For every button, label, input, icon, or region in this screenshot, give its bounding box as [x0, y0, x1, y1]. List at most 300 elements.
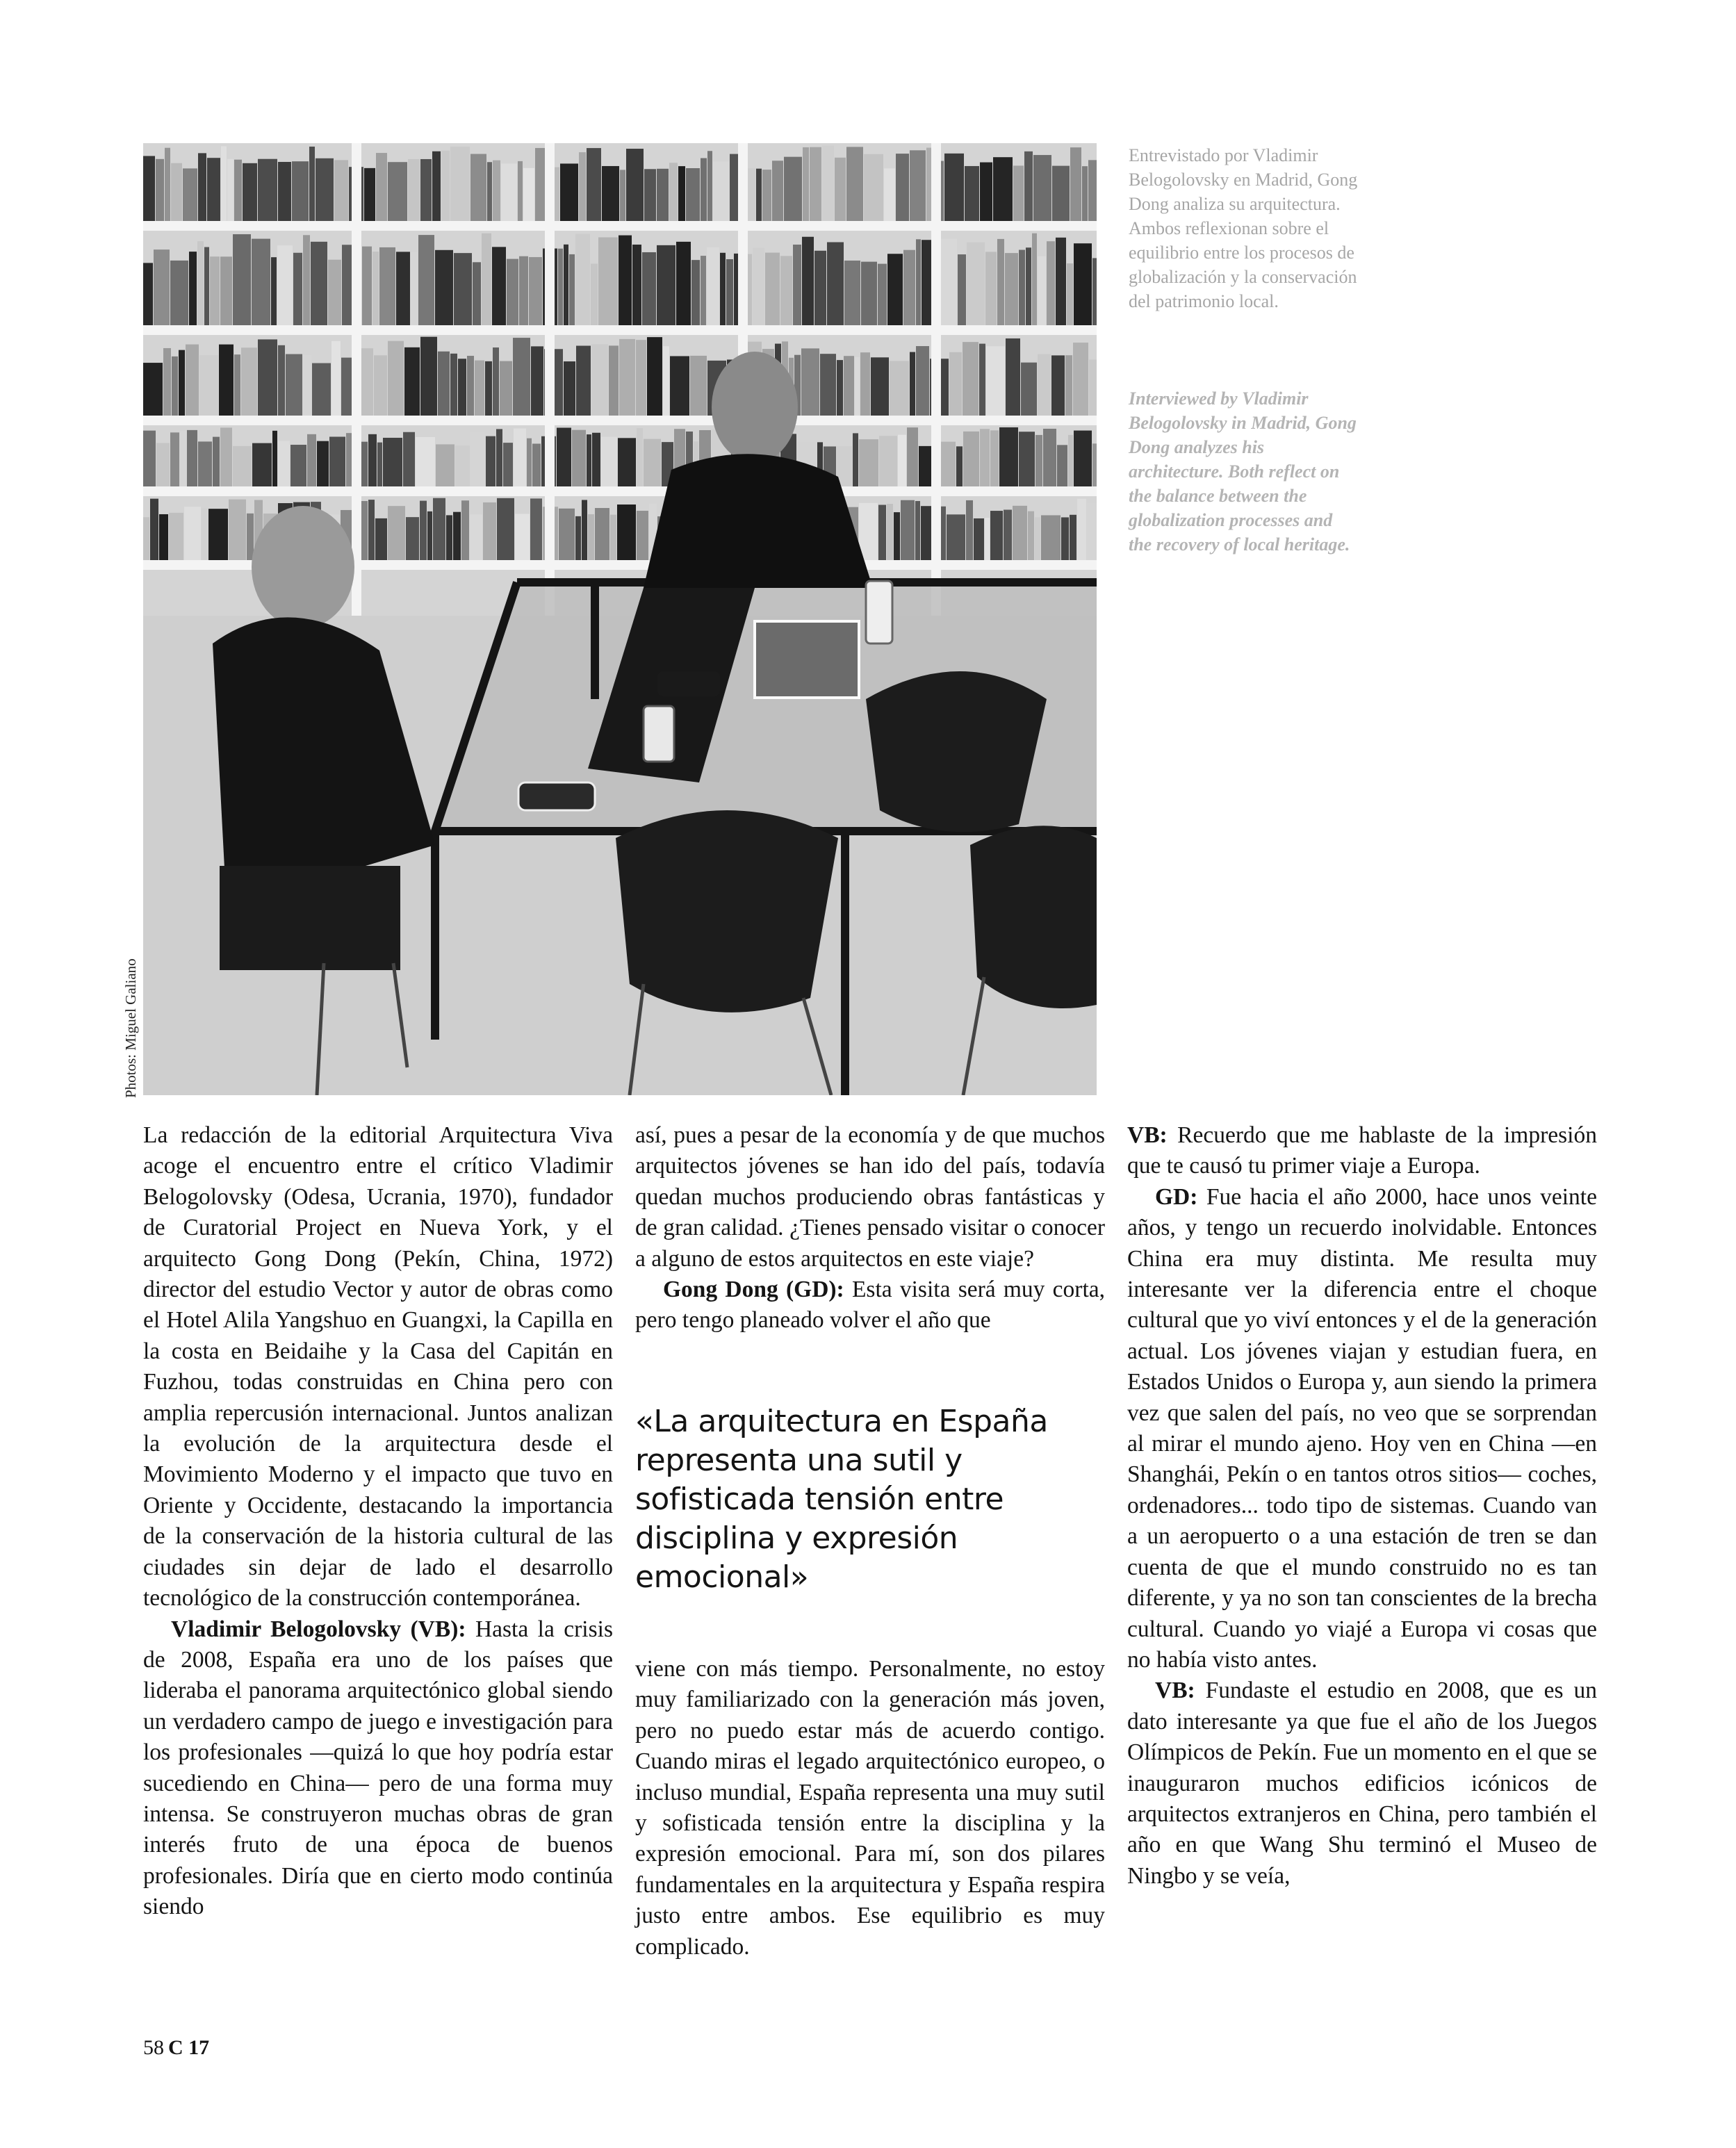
book-spine: [1028, 511, 1034, 560]
book-spine: [475, 361, 484, 416]
book-spine: [171, 163, 182, 221]
book-spine: [558, 249, 563, 325]
book-spine: [486, 436, 496, 486]
book-spine: [461, 500, 469, 560]
book-spine: [529, 257, 542, 325]
book-spine: [513, 338, 530, 416]
text-column-2-top: [635, 1120, 1105, 1336]
question-continued: así, pues a pesar de la economía y de que muchos arquitectos jóvenes se han ido del país, todavía quedan muchos produciendo obras fantásticas y de gran calidad. ¿Tienes pensado visitar o conocer a alguno de estos arquitectos en este viaje?: [635, 1122, 1105, 1272]
book-spine: [560, 163, 578, 221]
book-spine: [582, 500, 587, 560]
book-spine: [383, 438, 402, 486]
book-spine: [1070, 147, 1081, 221]
page-number: 58: [143, 2036, 164, 2059]
book-spine: [878, 505, 886, 560]
book-spine: [564, 361, 575, 416]
book-spine: [165, 148, 170, 221]
book-spine: [372, 252, 379, 325]
book-spine: [258, 159, 277, 221]
book-spine: [1019, 432, 1035, 486]
book-spine: [293, 253, 302, 325]
book-spine: [450, 147, 470, 221]
book-spine: [793, 245, 801, 325]
book-spine: [487, 162, 492, 221]
book-spine: [965, 166, 979, 221]
book-spine: [980, 163, 992, 221]
caption-english: Interviewed by Vladimir Belogolovsky in Madrid, Gong Dong analyzes his architecture. Both reflect on the balance between the globalization processes and the recovery of local heritage.: [1129, 388, 1357, 555]
magazine: [755, 621, 859, 698]
book-spine: [637, 511, 648, 560]
book-spine: [564, 245, 568, 325]
book-spine: [1004, 509, 1012, 560]
book-spine: [441, 151, 450, 221]
book-spine: [368, 500, 375, 560]
book-spine: [588, 514, 594, 560]
book-spine: [1038, 354, 1051, 416]
book-spine: [258, 339, 277, 416]
book-spine: [241, 347, 257, 416]
book-spine: [871, 357, 889, 416]
book-spine: [884, 168, 895, 221]
book-spine: [598, 238, 618, 325]
book-spine: [183, 168, 197, 221]
book-spine: [247, 514, 254, 560]
book-spine: [907, 427, 918, 486]
book-spine: [974, 518, 984, 560]
book-spine: [518, 161, 523, 221]
book-spine: [470, 514, 482, 560]
book-spine: [329, 436, 345, 486]
book-spine: [860, 352, 870, 416]
book-spine: [669, 163, 678, 221]
book-spine: [657, 169, 669, 221]
book-spine: [172, 356, 178, 416]
book-spine: [1043, 429, 1056, 486]
book-spine: [784, 157, 802, 221]
book-spine: [272, 431, 277, 486]
book-spine: [450, 354, 457, 416]
book-spine: [844, 356, 854, 416]
book-spine: [663, 346, 669, 416]
book-spine: [427, 511, 432, 560]
book-spine: [220, 427, 232, 486]
book-spine: [278, 345, 285, 416]
book-spine: [861, 262, 877, 325]
book-spine: [557, 428, 571, 486]
book-spine: [286, 354, 302, 416]
book-spine: [492, 247, 506, 325]
book-spine: [252, 239, 270, 325]
answer-text: Esta visita será muy corta, pero tengo planeado volver el año que: [635, 1277, 1105, 1334]
photo-credit: Photos: Miguel Galiano: [122, 958, 139, 1098]
book-spine: [559, 509, 575, 560]
book-spine: [1070, 515, 1076, 560]
book-spine: [644, 439, 661, 486]
book-spine: [569, 254, 575, 325]
book-spine: [642, 252, 656, 325]
caption-spanish: Entrevistado por Vladimir Belogolovsky en Madrid, Gong Dong analiza su arquitectura. Ambos reflexionan sobre el equilibrio entre los procesos de globalización y la conservación del patrimonio local.: [1129, 145, 1358, 311]
book-spine: [686, 168, 700, 221]
book-spine: [1035, 435, 1042, 486]
book-spine: [958, 254, 966, 325]
book-spine: [403, 432, 415, 486]
book-spine: [406, 517, 419, 560]
book-spine: [894, 512, 900, 560]
book-spine: [278, 441, 290, 486]
book-spine: [990, 511, 1003, 560]
book-spine: [309, 147, 315, 221]
book-spine: [963, 432, 979, 486]
book-spine: [619, 236, 632, 325]
speaker-label: Vladimir Belogolovsky (VB):: [171, 1616, 466, 1642]
book-spine: [1082, 166, 1088, 221]
book-spine: [374, 355, 387, 416]
book-spine: [903, 250, 915, 325]
book-spine: [844, 261, 860, 325]
book-spine: [822, 145, 834, 221]
book-spine: [163, 348, 171, 416]
book-spine: [1088, 160, 1097, 221]
book-spine: [609, 345, 619, 416]
book-spine: [527, 438, 532, 486]
book-spine: [579, 152, 586, 221]
intro-paragraph: La redacción de la editorial Arquitectura Viva acoge el encuentro entre el crítico Vladimir Belogolovsky (Odesa, Ucrania, 1970), fundador de Curatorial Project en Nueva York, y el arquitecto Gong Dong (Pekín, China, 1972) director del estudio Vector y autor de obras como el Hotel Alila Yangshuo en Guangxi, la Capilla en la costa en Beidaihe y la Casa del Capitán en Fuzhou, todas construidas en China pero con amplia repercusión internacional. Juntos analizan la evolución de la arquitectura desde el Movimiento Moderno y el impacto que tuvo en Oriente y Occidente, destacando la importancia de la conservación de la historia cultural de las ciudades sin dejar de lado el desarrollo tecnológico de la construcción contemporánea.: [143, 1122, 613, 1612]
book-spine: [901, 500, 915, 560]
book-spine: [587, 434, 591, 486]
book-spine: [493, 161, 500, 221]
question-text: Fundaste el estudio en 2008, que es un dato interesante ya que fue el año de los Juegos Olímpicos de Pekín. Fue un momento en el que se inauguraron muchos edificios icónicos de arquitectos extranjeros en China, pero también el año en que Wang Shu terminó el Museo de Ningbo y se veía,: [1127, 1678, 1597, 1889]
book-spine: [707, 247, 719, 325]
book-spine: [896, 154, 909, 221]
book-spine: [765, 253, 780, 325]
book-spine: [179, 350, 185, 416]
book-spine: [1087, 503, 1097, 560]
book-spine: [143, 431, 156, 486]
book-spine: [1065, 355, 1072, 416]
book-spine: [202, 508, 208, 560]
book-spine: [963, 342, 978, 416]
book-spine: [707, 151, 712, 221]
book-spine: [483, 502, 496, 560]
book-spine: [678, 166, 685, 221]
book-spine: [878, 264, 887, 325]
book-spine: [507, 259, 518, 325]
book-spine: [1092, 258, 1097, 325]
book-spine: [980, 429, 990, 486]
book-spine: [150, 499, 158, 560]
book-spine: [375, 518, 387, 560]
book-spine: [915, 501, 920, 560]
book-spine: [221, 146, 227, 221]
book-spine: [820, 354, 836, 416]
book-spine: [187, 430, 197, 486]
book-spine: [531, 346, 543, 416]
book-spine: [1092, 443, 1097, 486]
book-spine: [1013, 165, 1024, 221]
book-spine: [219, 345, 234, 416]
book-spine: [644, 169, 656, 221]
book-spine: [458, 359, 466, 416]
book-spine: [515, 514, 530, 560]
book-spine: [143, 156, 155, 221]
book-spine: [501, 163, 517, 221]
book-spine: [701, 256, 706, 325]
book-spine: [233, 234, 251, 325]
book-spine: [859, 503, 878, 560]
book-spine: [500, 361, 512, 416]
book-spine: [713, 162, 729, 221]
book-spine: [864, 154, 883, 221]
book-spine: [676, 242, 691, 325]
book-spine: [887, 504, 893, 560]
book-spine: [446, 515, 452, 560]
book-spine: [803, 147, 809, 221]
speaker-label: VB:: [1127, 1122, 1168, 1148]
question-text: Recuerdo que me hablaste de la impresión que te causó tu primer viaje a Europa.: [1127, 1122, 1597, 1179]
book-spine: [433, 498, 445, 560]
book-spine: [949, 352, 962, 416]
book-spine: [837, 360, 843, 416]
book-spine: [180, 431, 186, 486]
book-spine: [292, 161, 309, 221]
book-spine: [220, 256, 232, 325]
book-spine: [199, 355, 218, 416]
book-spine: [956, 446, 963, 486]
book-spine: [637, 428, 643, 486]
book-spine: [290, 445, 306, 486]
book-spine: [1074, 431, 1092, 486]
book-spine: [420, 159, 432, 221]
book-spine: [636, 340, 646, 416]
book-spine: [1035, 517, 1040, 560]
book-spine: [619, 339, 635, 416]
book-spine: [947, 514, 965, 560]
book-spine: [576, 346, 591, 416]
book-spine: [376, 153, 387, 221]
book-spine: [618, 438, 636, 486]
book-spine: [436, 444, 455, 486]
book-spine: [303, 235, 310, 325]
book-spine: [1032, 233, 1037, 325]
book-spine: [1067, 263, 1073, 325]
book-spine: [454, 253, 472, 325]
book-spine: [1061, 517, 1069, 560]
book-spine: [328, 260, 341, 325]
book-spine: [592, 433, 600, 486]
book-spine: [233, 446, 252, 486]
book-spine: [156, 159, 164, 221]
book-spine: [575, 516, 581, 560]
book-spine: [252, 443, 272, 486]
answer-paragraph: [1127, 1182, 1597, 1676]
phone: [518, 782, 595, 810]
book-spine: [497, 498, 514, 560]
book-spine: [234, 354, 240, 416]
book-spine: [493, 347, 499, 416]
book-spine: [198, 153, 206, 221]
book-spine: [1021, 363, 1037, 416]
book-spine: [227, 159, 234, 221]
answer-text: Fue hacia el año 2000, hace unos veinte años, y tengo un recuerdo inolvidable. Entonces China era muy distinta. Me resulta muy interesante ver la diferencia entre el choque cultural que yo viví entonces y el de la generación actual. Los jóvenes viajan y estudian fuera, en Estados Unidos o Europa y, aun siendo la primera vez que salen del país, no veo que se sorprendan al mirar el mundo ajeno. Hoy ven en China —en Shanghái, Pekín o en tantos otros sitios— coches, ordenadores... todo tipo de sistemas. Cuando van a un aeropuerto o a una estación de tren se dan cuenta de que el mundo construido no es tan diferente, y ya no son tan conscientes de la brecha cultural. Cuando yo viajé a Europa vi cosas que no había visto antes.: [1127, 1183, 1597, 1673]
speaker-label: GD:: [1155, 1183, 1198, 1210]
text-column-3: [1127, 1120, 1597, 1892]
book-spine: [701, 158, 707, 221]
book-spine: [438, 352, 450, 416]
book-spine: [435, 250, 453, 325]
book-spine: [470, 432, 485, 486]
book-spine: [1033, 155, 1051, 221]
question-paragraph: [143, 1614, 613, 1923]
book-spine: [411, 252, 418, 325]
book-spine: [388, 162, 407, 221]
book-spine: [229, 500, 246, 560]
book-spine: [670, 356, 689, 416]
book-spine: [986, 346, 1005, 416]
book-spine: [626, 149, 644, 221]
book-spine: [602, 166, 619, 221]
book-spine: [169, 513, 183, 560]
book-spine: [879, 436, 897, 486]
book-spine: [156, 443, 170, 486]
book-spine: [595, 508, 609, 560]
book-spine: [482, 233, 491, 325]
book-spine: [418, 235, 434, 325]
book-spine: [311, 242, 327, 325]
book-spine: [756, 169, 762, 221]
book-spine: [277, 245, 293, 325]
book-spine: [967, 243, 985, 325]
question-paragraph: [1127, 1120, 1597, 1182]
book-spine: [632, 245, 641, 325]
book-spine: [985, 252, 997, 325]
book-spine: [979, 344, 985, 416]
book-spine: [916, 239, 921, 325]
book-spine: [1026, 247, 1031, 325]
book-spine: [993, 157, 1013, 221]
book-spine: [485, 361, 492, 416]
text-column-1: [143, 1120, 613, 1923]
book-spine: [523, 168, 534, 221]
question-paragraph: [1127, 1675, 1597, 1892]
book-spine: [184, 507, 201, 560]
book-spine: [416, 437, 435, 486]
book-spine: [691, 260, 700, 325]
book-spine: [1047, 241, 1055, 325]
book-spine: [143, 363, 163, 416]
magazine-name: C 17: [168, 2036, 210, 2059]
book-spine: [467, 356, 474, 416]
book-spine: [898, 435, 906, 486]
book-spine: [990, 430, 999, 486]
book-spine: [944, 154, 964, 221]
book-spine: [1005, 253, 1018, 325]
interview-photo: [143, 143, 1097, 1095]
book-spine: [234, 160, 242, 221]
book-spine: [408, 159, 420, 221]
book-spine: [197, 241, 204, 325]
book-spine: [519, 256, 528, 325]
book-spine: [143, 517, 149, 560]
book-spine: [420, 337, 437, 416]
book-spine: [1006, 338, 1020, 416]
book-spine: [334, 160, 348, 221]
book-spine: [997, 239, 1004, 325]
book-spine: [910, 150, 926, 221]
speaker-label: Gong Dong (GD):: [663, 1277, 844, 1303]
book-spine: [1057, 445, 1067, 486]
book-spine: [846, 147, 863, 221]
book-spine: [890, 361, 909, 416]
book-spine: [753, 247, 764, 325]
book-spine: [610, 515, 616, 560]
book-spine: [396, 252, 410, 325]
book-spine: [591, 263, 598, 325]
answer-continued: viene con más tiempo. Personalmente, no estoy muy familiarizado con la generación más joven, pero no puedo estar más de acuerdo contigo. Cuando miras el legado arquitectónico europeo, o incluso mundial, España representa una muy sutil y sofisticada tensión entre la disciplina y la expresión emocional. Para mí, son dos pilares fundamentales en la arquitectura y España respira justo entre ambos. Ese equilibrio es muy complicado.: [635, 1656, 1105, 1960]
book-spine: [780, 256, 792, 325]
book-spine: [331, 341, 341, 416]
book-spine: [388, 341, 404, 416]
book-spine: [601, 437, 617, 486]
book-spine: [453, 512, 461, 560]
book-spine: [470, 154, 486, 221]
book-spine: [198, 441, 212, 486]
book-spine: [657, 245, 675, 325]
book-spine: [575, 233, 590, 325]
book-spine: [420, 501, 427, 560]
book-spine: [170, 432, 179, 486]
book-spine: [207, 158, 220, 221]
book-spine: [388, 506, 405, 560]
text-column-2-bottom: [635, 1654, 1105, 1962]
book-spine: [189, 252, 197, 325]
book-spine: [364, 168, 375, 221]
book-spine: [910, 352, 915, 416]
book-spine: [726, 259, 733, 325]
book-spine: [204, 247, 209, 325]
book-spine: [814, 251, 826, 325]
book-spine: [620, 170, 625, 221]
book-spine: [572, 430, 586, 486]
book-spine: [271, 257, 277, 325]
book-spine: [210, 256, 220, 325]
book-spine: [1089, 359, 1097, 416]
book-spine: [587, 148, 601, 221]
book-spine: [1073, 343, 1088, 416]
book-spine: [143, 263, 153, 325]
book-spine: [859, 439, 878, 486]
book-spine: [720, 253, 726, 325]
book-spine: [1024, 151, 1033, 221]
book-spine: [159, 514, 168, 560]
book-spine: [496, 429, 502, 486]
book-spine: [1056, 238, 1066, 325]
book-spine: [312, 363, 331, 416]
phone: [657, 671, 720, 696]
glass: [866, 581, 892, 643]
question-text: Hasta la crisis de 2008, España era uno de los países que lideraba el panorama arquitectónico global siendo un verdadero campo de juego e investigación para los profesionales —quizá lo que hoy podría estar sucediendo en China— pero de una forma muy intensa. Se construyeron muchas obras de gran interés fruto de una época de buenos profesionales. Diría que en cierto modo continúa siendo: [143, 1616, 613, 1920]
book-spine: [243, 163, 257, 221]
book-spine: [208, 509, 228, 560]
book-spine: [1077, 499, 1086, 560]
book-spine: [617, 505, 636, 560]
book-spine: [1041, 515, 1061, 560]
book-spine: [853, 433, 858, 486]
book-spine: [1019, 250, 1025, 325]
book-spine: [772, 161, 783, 221]
book-spine: [317, 441, 329, 486]
book-spine: [379, 247, 395, 325]
book-spine: [762, 170, 771, 221]
